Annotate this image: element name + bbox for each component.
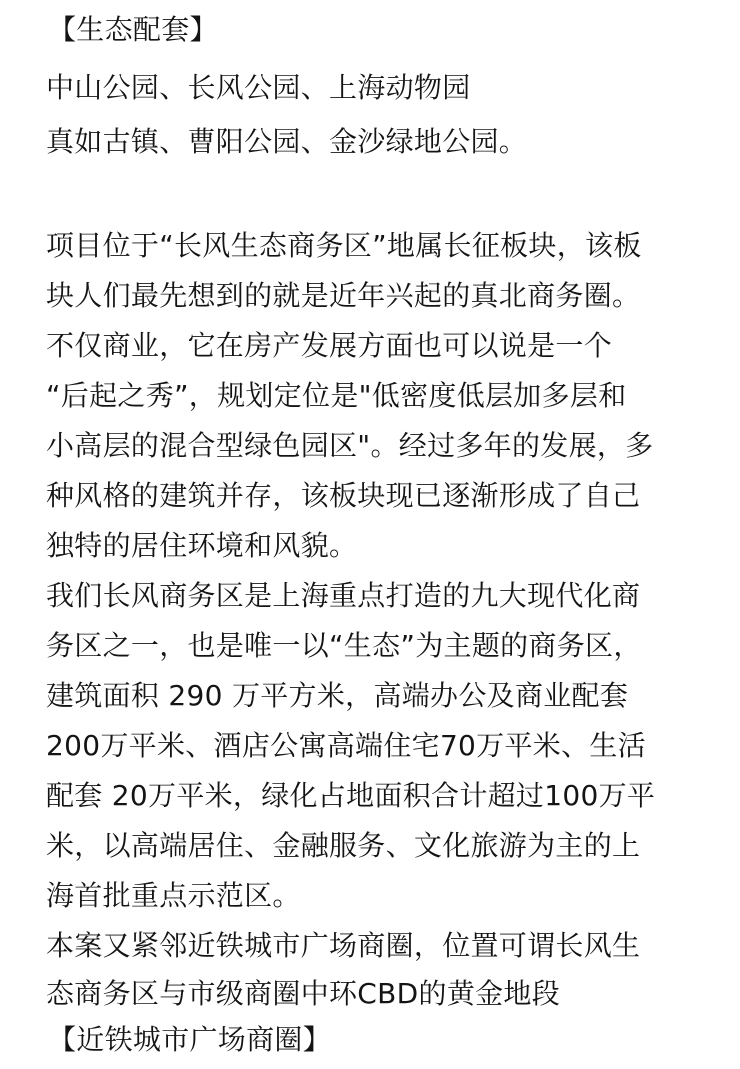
paragraph2-line: 我们长风商务区是上海重点打造的九大现代化商 <box>46 579 641 612</box>
paragraph3-line: 本案又紧邻近铁城市广场商圈，位置可谓长风生 <box>46 929 641 962</box>
ecology-line: 中山公园、长风公园、上海动物园 <box>46 71 471 104</box>
paragraph1-line: 小高层的混合型绿色园区"。经过多年的发展，多 <box>46 429 654 462</box>
ecology-line: 真如古镇、曹阳公园、金沙绿地公园。 <box>46 125 528 158</box>
paragraph2-line: 务区之一，也是唯一以“生态”为主题的商务区， <box>46 629 642 662</box>
paragraph3-line: 态商务区与市级商圈中环CBD的黄金地段 <box>46 977 561 1010</box>
heading-ecology: 【生态配套】 <box>48 13 218 46</box>
paragraph1-line: 种风格的建筑并存，该板块现已逐渐形成了自己 <box>46 479 641 512</box>
paragraph1-line: 独特的居住环境和风貌。 <box>46 529 358 562</box>
paragraph1-line: 项目位于“长风生态商务区”地属长征板块，该板 <box>46 229 642 262</box>
paragraph2-line: 建筑面积 290 万平方米，高端办公及商业配套 <box>46 679 629 712</box>
paragraph1-line: “后起之秀”，规划定位是"低密度低层加多层和 <box>46 379 627 412</box>
paragraph2-line: 配套 20万平米，绿化占地面积合计超过100万平 <box>46 779 656 812</box>
paragraph1-line: 不仅商业，它在房产发展方面也可以说是一个 <box>46 329 613 362</box>
heading-mall-wrapper <box>48 1022 331 1058</box>
heading-mall: 【近铁城市广场商圈】 <box>48 1023 332 1056</box>
paragraph2-line: 海首批重点示范区。 <box>46 879 301 912</box>
paragraph2-line: 200万平米、酒店公寓高端住宅70万平米、生活 <box>46 729 646 762</box>
paragraph1-line: 块人们最先想到的就是近年兴起的真北商务圈。 <box>46 279 641 312</box>
paragraph2-line: 米，以高端居住、金融服务、文化旅游为主的上 <box>46 829 641 862</box>
